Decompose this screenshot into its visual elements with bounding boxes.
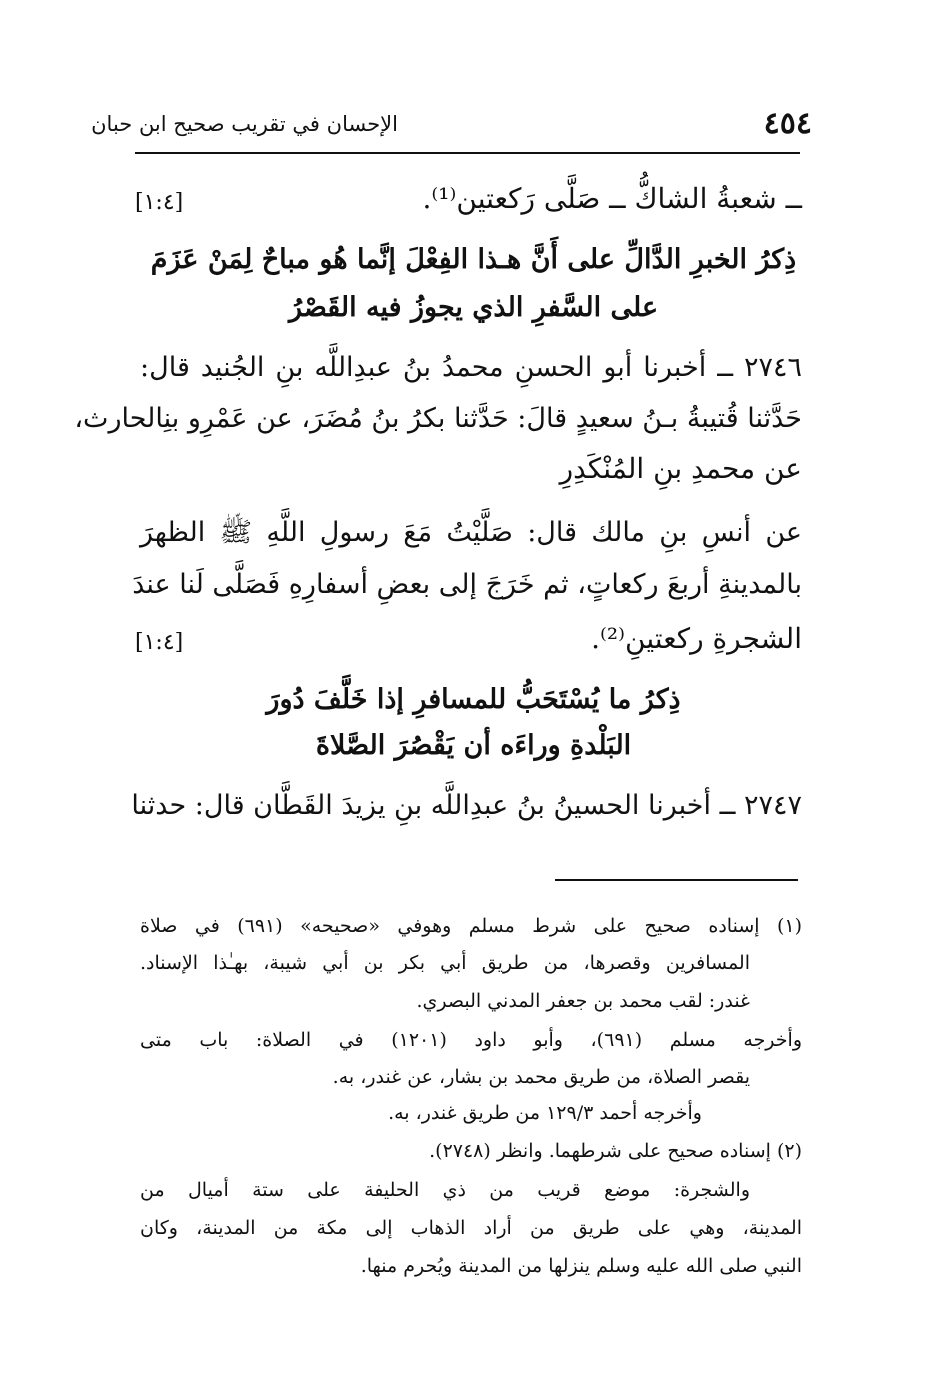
hadith-text-line: عن أنسِ بنِ مالك قال: صَلَّيْتُ مَعَ رسولِ اللَّهِ ﷺ الظهرَ — [140, 517, 802, 548]
hadith-text-line: بالمدينةِ أربعَ ركعاتٍ، ثم خَرَجَ إلى بعضِ أسفارِهِ فَصَلَّى لَنا عندَ — [132, 569, 802, 600]
footnote-separator — [555, 879, 798, 881]
footnote-line: المدينة، وهي على طريق من أراد الذهاب إلى مكة من المدينة، وكان — [140, 1217, 802, 1239]
footnote-line: يقصر الصلاة، من طريق محمد بن بشار، عن غندر، به. — [332, 1066, 750, 1088]
footnote-line: والشجرة: موضع قريب من ذي الحليفة على ستة أميال من — [140, 1179, 750, 1201]
footnote-line: غندر: لقب محمد بن جعفر المدني البصري. — [416, 990, 750, 1012]
hadith-text-line: الشجرةِ ركعتينِ⁽²⁾. — [591, 622, 802, 655]
footnote-line: (٢) إسناده صحيح على شرطهما. وانظر (٢٧٤٨). — [429, 1140, 802, 1162]
reference-marker: [١:٤] — [135, 630, 184, 655]
footnote-line: وأخرجه مسلم (٦٩١)، وأبو داود (١٢٠١) في الصلاة: باب متى — [140, 1029, 802, 1051]
hadith-chain-line: ٢٧٤٧ ــ أخبرنا الحسينُ بنُ عبدِاللَّه بنِ يزيدَ القَطَّان قال: حدثنا — [131, 790, 802, 821]
text-line: ــ شعبةُ الشاكُّ ــ صَلَّى رَكعتين⁽¹⁾. — [422, 182, 802, 215]
chapter-heading-line: البَلْدةِ وراءَه أن يَقْصُرَ الصَّلاةَ — [315, 730, 632, 761]
page-number: ٤٥٤ — [763, 106, 812, 141]
hadith-chain-line: ٢٧٤٦ ــ أخبرنا أبو الحسنِ محمدُ بنُ عبدِاللَّه بنِ الجُنيد قال: — [140, 352, 802, 383]
footnote-line: النبي صلى الله عليه وسلم ينزلها من المدينة ويُحرم منها. — [360, 1255, 802, 1277]
hadith-chain-line: حَدَّثنا قُتيبةُ بـنُ سعيدٍ قالَ: حَدَّثنا بكرُ بنُ مُضَرَ، عن عَمْرِو بنِالحارث، — [74, 403, 802, 434]
footnote-line: المسافرين وقصرها، من طريق أبي بكر بن أبي شيبة، بهـٰذا الإسناد. — [140, 952, 750, 974]
chapter-heading-line: ذِكرُ ما يُسْتَحَبُّ للمسافرِ إذا خَلَّفَ دُورَ — [266, 684, 681, 715]
footnote-line: (١) إسناده صحيح على شرط مسلم وهوفي «صحيحه» (٦٩١) في صلاة — [140, 915, 803, 937]
footnote-line: وأخرجه أحمد ١٢٩/٣ من طريق غندر، به. — [388, 1102, 702, 1124]
chapter-heading-line: على السَّفرِ الذي يجوزُ فيه القَصْرُ — [288, 292, 659, 323]
running-header-title: الإحسان في تقريب صحيح ابن حبان — [91, 112, 398, 136]
chapter-heading-line: ذِكرُ الخبرِ الدَّالِّ على أَنَّ هـذا الفِعْلَ إنَّما هُو مباحٌ لِمَنْ عَزَمَ — [150, 244, 797, 275]
hadith-chain-line: عن محمدِ بنِ المُنْكَدِرِ — [559, 452, 802, 485]
reference-marker: [١:٤] — [135, 190, 184, 215]
header-rule — [135, 152, 800, 154]
